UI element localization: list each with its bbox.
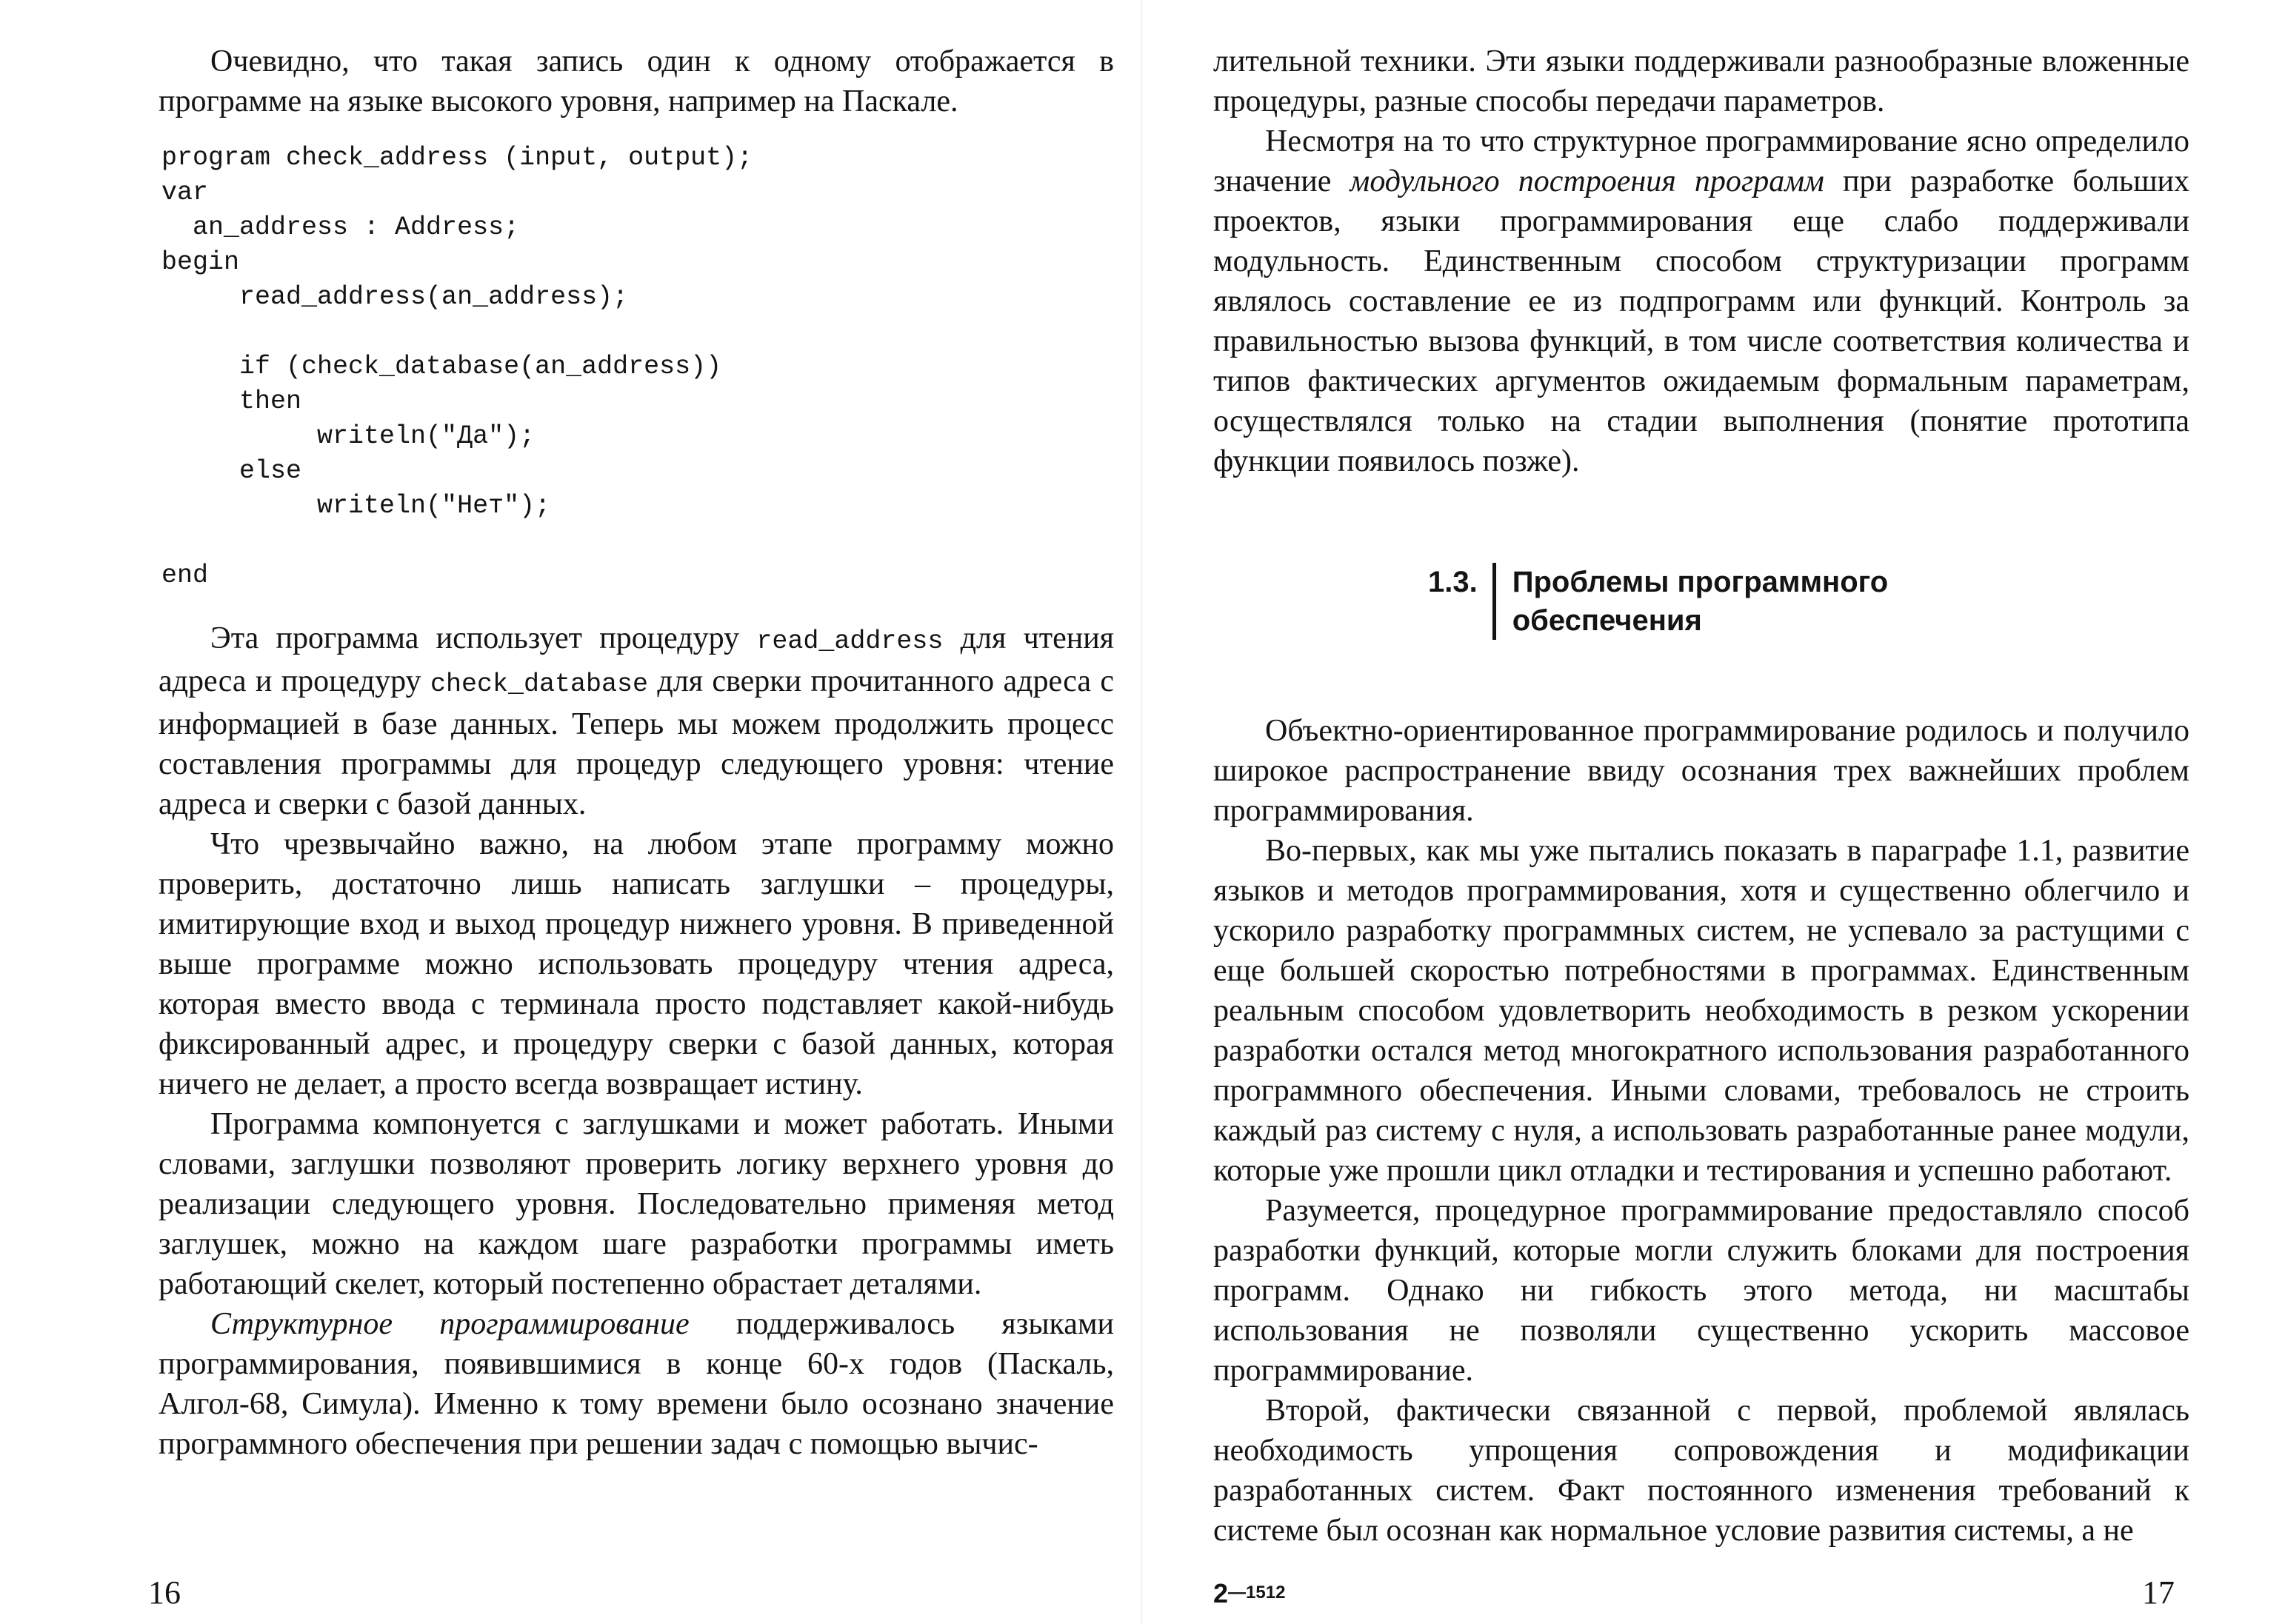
right-paragraph-3: Объектно-ориентированное программирование родилось и получило широкое распространение ввиду осознания трех важнейших проблем программирования. [1213, 714, 2189, 828]
signature-number: 2 [1213, 1578, 1229, 1608]
left-page [0, 0, 1142, 1624]
printer-signature [1213, 1574, 1285, 1612]
rp2-text-after: при разработке больших проектов, языки программирования еще слабо поддерживали модульность. Единственным способом структуризации программ являлось составление ее из подпрограмм или функций. Контроль за правильностью вызова функций, в том числе соответствия количества и типов фактических аргументов ожидаемым формальным параметрам, осуществлялся только на стадии выполнения (понятие прототипа функции появилось позже). [1213, 164, 2190, 478]
left-page-text-column [159, 41, 1114, 1464]
left-paragraph-5 [159, 1304, 1114, 1464]
left-paragraph-3: Что чрезвычайно важно, на любом этапе программу можно проверить, достаточно лишь написать заглушки – процедуры, имитирующие вход и выход процедур нижнего уровня. В приведенной выше программе можно использовать процедуру чтения адреса, которая вместо ввода с терминала просто подставляет какой-нибудь фиксированный адрес, и процедуру сверки с базой данных, которая ничего не делает, а просто всегда возвращает истину. [159, 827, 1114, 1101]
right-page [1142, 0, 2285, 1624]
section-heading [1428, 563, 2189, 640]
right-page-number: 17 [2142, 1574, 2175, 1611]
left-paragraph-4: Программа компонуется с заглушками и может работать. Иными словами, заглушки позволяют проверить логику верхнего уровня до реализации следующего уровня. Последовательно применяя метод заглушек, можно на каждом шаге разработки программы иметь работающий скелет, который постепенно обрастает деталями. [159, 1107, 1114, 1301]
p2-text-after: для сверки прочитанного адреса с информацией в базе данных. Теперь мы можем продолжить процесс составления программы для процедур следующего уровня: чтение адреса и сверки с базой данных. [159, 664, 1114, 821]
p2-code-read-address: read_address [756, 626, 944, 656]
left-paragraph-2 [159, 618, 1114, 824]
p2-code-check-database: check_database [430, 669, 648, 699]
rp2-text-before: Несмотря на то что структурное программирование ясно определило значение [1213, 124, 2189, 198]
p2-text-before: Эта программа использует процедуру [210, 621, 757, 655]
p5-text-rest: поддерживалось языками программирования, появившимися в конце 60-х годов (Паскаль, Алгол-68, Симула). Именно к тому времени было осознано значение программного обеспечения при решении задач с помощью вычис- [159, 1307, 1115, 1461]
right-paragraph-5: Разумеется, процедурное программирование предоставляло способ разработки функций, которые могли служить блоками для построения программ. Однако ни гибкость этого метода, ни масштабы использования не позволяли существенно ускорить массовое программирование. [1213, 1194, 2189, 1388]
right-paragraph-continued: лительной техники. Эти языки поддерживали разнообразные вложенные процедуры, разные способы передачи параметров. [1213, 44, 2189, 118]
left-paragraph-intro: Очевидно, что такая запись один к одному отображается в программе на языке высокого уровня, например на Паскале. [159, 44, 1114, 118]
right-page-text-column [1213, 41, 2189, 1551]
section-number: 1.3. [1428, 563, 1496, 640]
left-page-number: 16 [148, 1574, 181, 1611]
signature-code: —1512 [1228, 1583, 1286, 1603]
right-paragraph-2 [1213, 121, 2189, 481]
p2-text-middle: для чтения адреса и процедуру [159, 621, 1114, 698]
right-paragraph-4: Во-первых, как мы уже пытались показать в параграфе 1.1, развитие языков и методов программирования, хотя и существенно облегчило и ускорило разработку программных систем, не успевало за растущими с еще большей скоростью потребностями в программах. Единственным реальным способом удовлетворить необходимость в резком ускорении разработки остался метод многократного использования разработанного программного обеспечения. Иными словами, требовалось не строить каждый раз систему с нуля, а использовать разработанные ранее модули, которые уже прошли цикл отладки и тестирования и успешно работают. [1213, 834, 2189, 1188]
term-modular-design: модульного построения программ [1350, 164, 1824, 198]
term-structured-programming: Структурное программирование [210, 1307, 690, 1341]
right-paragraph-6: Второй, фактически связанной с первой, проблемой являлась необходимость упрощения сопровождения и модификации разработанных систем. Факт постоянного изменения требований к системе был осознан как нормальное условие развития системы, а не [1213, 1394, 2189, 1548]
pascal-code-listing: program check_address (input, output); var an_address : Address; begin read_address(an_address); if (check_database(an_address)) then writeln("Да"); else writeln("Нет"); end [161, 143, 753, 590]
section-title: Проблемы программного обеспечения [1512, 566, 1889, 637]
